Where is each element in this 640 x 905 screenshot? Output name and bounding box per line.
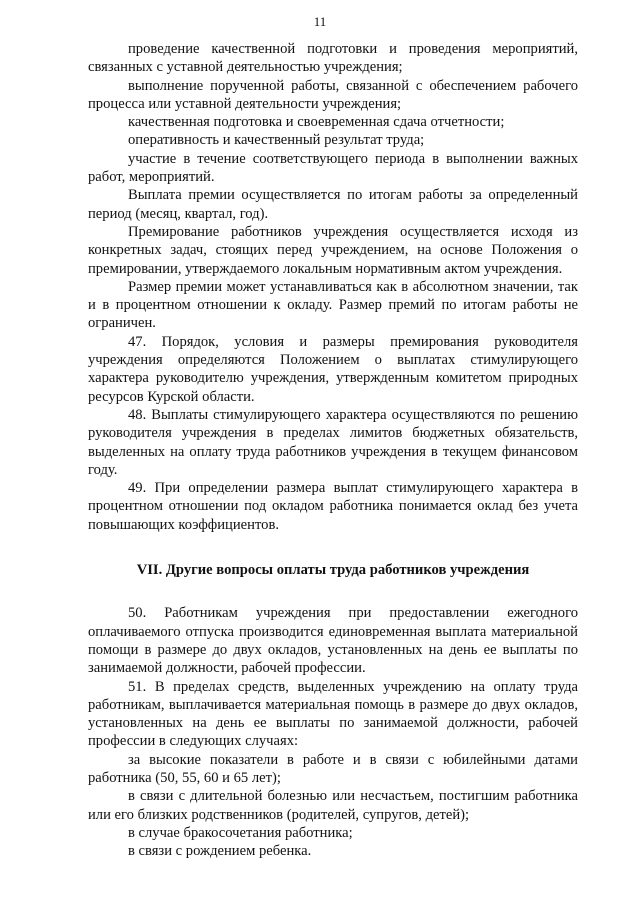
paragraph: оперативность и качественный результат труда; <box>128 132 425 149</box>
paragraph-item-51: 51. В пределах средств, выделенных учреждению на оплату труда работникам, выплачивается материальная помощь в размере до двух окладов, установленных на день ее выплаты по занимаемой должности, рабочей профессии в следующих случаях: <box>88 678 578 750</box>
paragraph-item-47: 47. Порядок, условия и размеры премирования руководителя учреждения определяются Положением о выплатах стимулирующего характера руководителю учреждения, утвержденным комитетом природных ресурсов Курской области. <box>88 333 578 405</box>
paragraph: Выплата премии осуществляется по итогам работы за определенный период (месяц, квартал, год). <box>88 187 578 222</box>
paragraph-item-49: 49. При определении размера выплат стимулирующего характера в процентном отношении под окладом работника понимается оклад без учета повышающих коэффициентов. <box>88 480 578 533</box>
document-body <box>88 40 578 860</box>
paragraph-item-48: 48. Выплаты стимулирующего характера осуществляются по решению руководителя учреждения в пределах лимитов бюджетных обязательств, выделенных на оплату труда работников учреждения в текущем финансовом году. <box>88 406 578 478</box>
paragraph: проведение качественной подготовки и проведения мероприятий, связанных с уставной деятельностью учреждения; <box>88 41 578 76</box>
list-item: в случае бракосочетания работника; <box>128 824 353 841</box>
paragraph: Премирование работников учреждения осуществляется исходя из конкретных задач, стоящих перед учреждением, на основе Положения о премировании, утверждаемого локальным нормативным актом учреждения. <box>88 223 578 277</box>
paragraph: качественная подготовка и своевременная сдача отчетности; <box>128 114 505 131</box>
page-number: 11 <box>313 14 327 29</box>
list-item: в связи с длительной болезнью или несчастьем, постигшим работника или его близких родственников (родителей, супругов, детей); <box>88 788 578 823</box>
paragraph-item-50: 50. Работникам учреждения при предоставлении ежегодного оплачиваемого отпуска производится единовременная выплата материальной помощи в размере до двух окладов, установленных на день ее выплаты по занимаемой должности, рабочей профессии. <box>88 605 578 677</box>
list-item: в связи с рождением ребенка. <box>128 843 312 860</box>
paragraph: Размер премии может устанавливаться как в абсолютном значении, так и в процентном отношении к окладу. Размер премий по итогам работы не ограничен. <box>88 278 578 332</box>
paragraph: выполнение порученной работы, связанной с обеспечением рабочего процесса или уставной деятельности учреждения; <box>88 77 578 112</box>
paragraph: участие в течение соответствующего периода в выполнении важных работ, мероприятий. <box>88 150 578 186</box>
section-heading: VII. Другие вопросы оплаты труда работников учреждения <box>136 562 530 579</box>
list-item: за высокие показатели в работе и в связи с юбилейными датами работника (50, 55, 60 и 65 лет); <box>88 751 578 786</box>
